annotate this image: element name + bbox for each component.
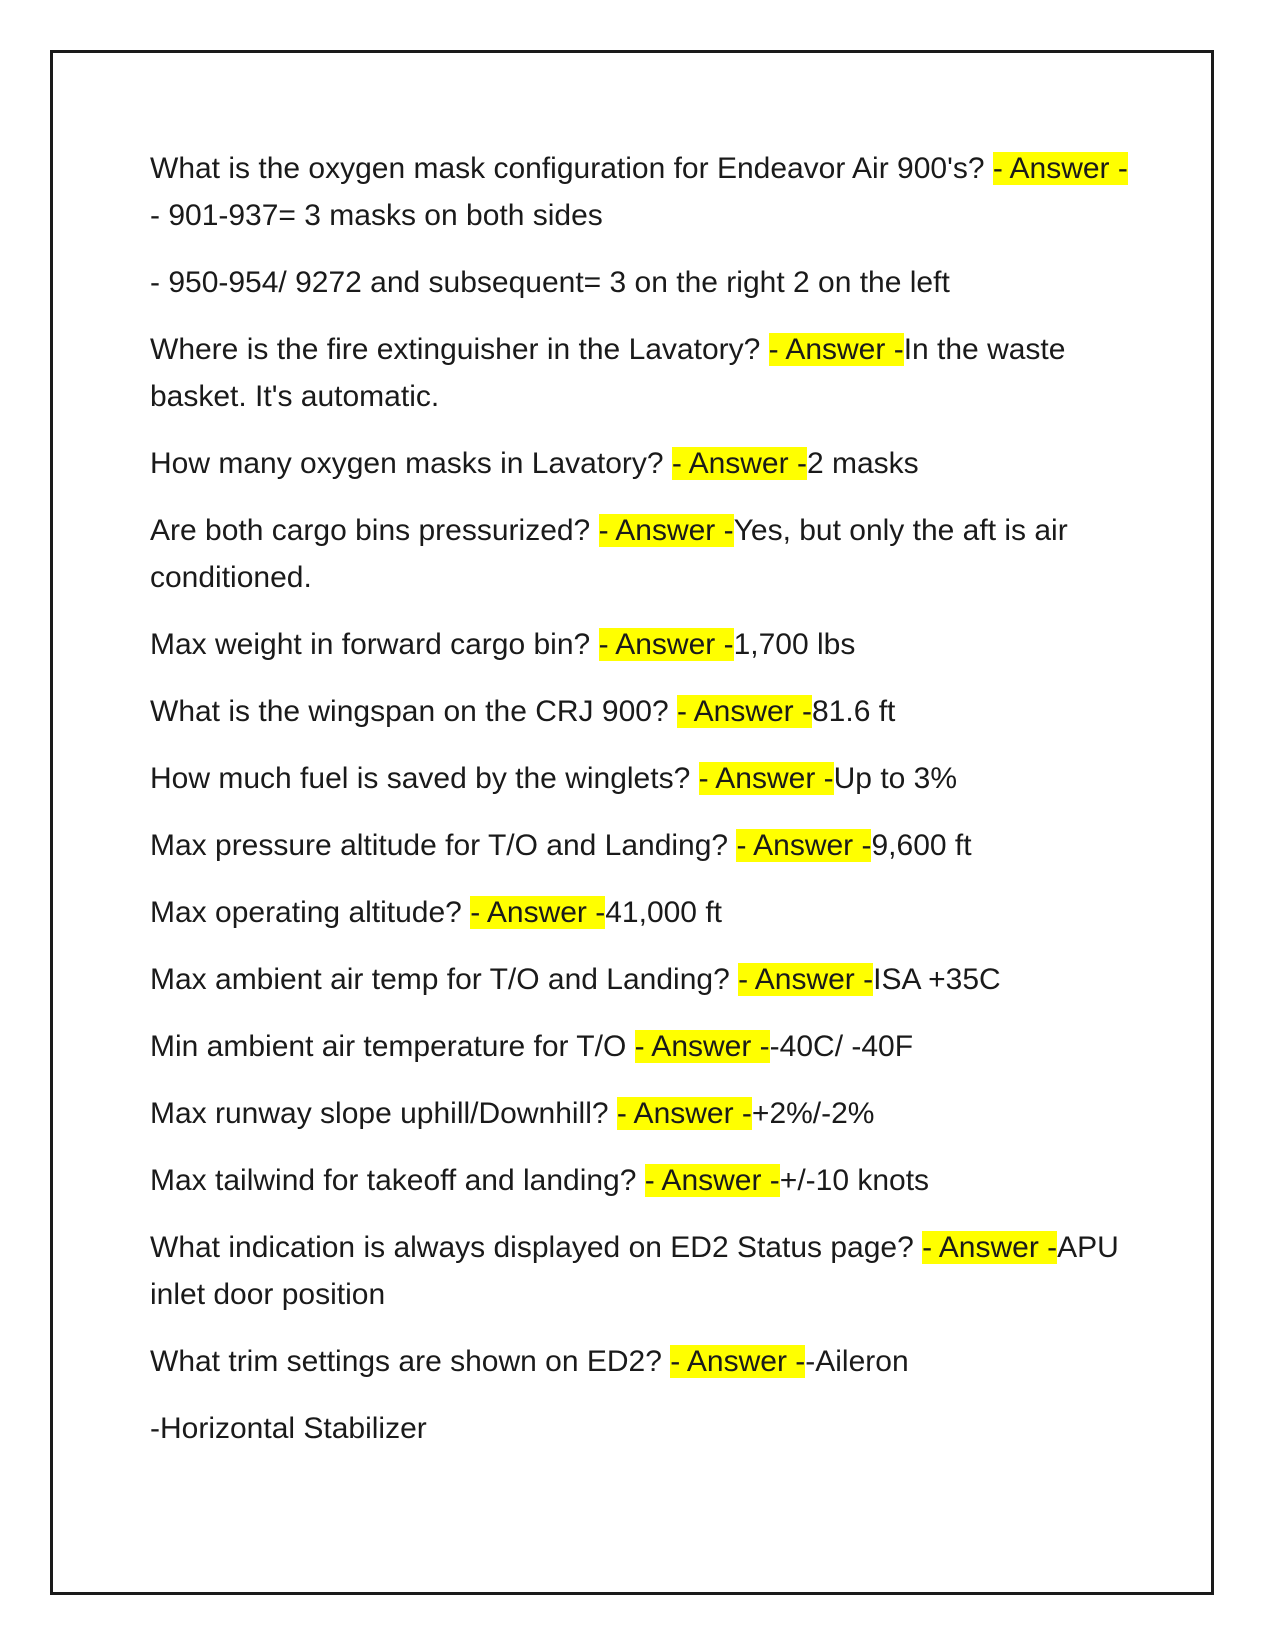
qa-item bbox=[150, 440, 1130, 487]
qa-item bbox=[150, 1157, 1130, 1204]
question: What is the oxygen mask configuration for Endeavor Air 900's? bbox=[150, 152, 993, 185]
question: What is the wingspan on the CRJ 900? bbox=[150, 695, 677, 728]
question: How much fuel is saved by the winglets? bbox=[150, 762, 699, 795]
answer-tag: - Answer - bbox=[634, 1030, 770, 1063]
question: Max ambient air temp for T/O and Landing? bbox=[150, 963, 739, 996]
question: Max runway slope uphill/Downhill? bbox=[150, 1097, 617, 1130]
answer-tag: - Answer - bbox=[670, 1345, 806, 1378]
qa-list bbox=[150, 145, 1130, 1472]
answer: ISA +35C bbox=[873, 963, 1001, 996]
qa-item bbox=[150, 1224, 1130, 1318]
qa-item bbox=[150, 1090, 1130, 1137]
answer-tag: - Answer - bbox=[671, 447, 807, 480]
answer-tag: - Answer - bbox=[768, 333, 904, 366]
question: Max tailwind for takeoff and landing? bbox=[150, 1164, 645, 1197]
answer: Yes, but only the aft is air conditioned. bbox=[150, 514, 1068, 594]
answer: 1,700 lbs bbox=[733, 628, 856, 661]
qa-item bbox=[150, 1023, 1130, 1070]
answer-tag: - Answer - bbox=[676, 695, 812, 728]
answer-tag: - Answer - bbox=[644, 1164, 780, 1197]
answer: 2 masks bbox=[806, 447, 919, 480]
answer-tag: - Answer - bbox=[598, 514, 734, 547]
qa-item bbox=[150, 507, 1130, 601]
answer-tag: - Answer - bbox=[736, 829, 872, 862]
answer: -40C/ -40F bbox=[769, 1030, 914, 1063]
question: Min ambient air temperature for T/O bbox=[150, 1030, 635, 1063]
answer: 9,600 ft bbox=[871, 829, 972, 862]
answer-tag: - Answer - bbox=[922, 1231, 1058, 1264]
answer: -Aileron bbox=[805, 1345, 909, 1378]
answer-tag: - Answer - bbox=[992, 152, 1128, 185]
answer: +2%/-2% bbox=[751, 1097, 875, 1130]
answer: Up to 3% bbox=[833, 762, 958, 795]
question: How many oxygen masks in Lavatory? bbox=[150, 447, 672, 480]
question: Where is the fire extinguisher in the Lavatory? bbox=[150, 333, 769, 366]
answer: APU inlet door position bbox=[150, 1231, 1119, 1311]
answer-tag: - Answer - bbox=[470, 896, 606, 929]
qa-item bbox=[150, 1338, 1130, 1385]
question: Are both cargo bins pressurized? bbox=[150, 514, 599, 547]
qa-continuation: -Horizontal Stabilizer bbox=[150, 1412, 427, 1445]
qa-item bbox=[150, 326, 1130, 420]
answer-tag: - Answer - bbox=[698, 762, 834, 795]
answer: +/-10 knots bbox=[779, 1164, 930, 1197]
qa-item bbox=[150, 889, 1130, 936]
qa-item bbox=[150, 688, 1130, 735]
qa-continuation: - 950-954/ 9272 and subsequent= 3 on the right 2 on the left bbox=[150, 266, 950, 299]
question: Max pressure altitude for T/O and Landing? bbox=[150, 829, 737, 862]
qa-item bbox=[150, 956, 1130, 1003]
answer: In the waste basket. It's automatic. bbox=[150, 333, 1066, 413]
question: What trim settings are shown on ED2? bbox=[150, 1345, 671, 1378]
qa-item bbox=[150, 621, 1130, 668]
answer: - 901-937= 3 masks on both sides bbox=[150, 199, 603, 232]
qa-item bbox=[150, 822, 1130, 869]
answer: 41,000 ft bbox=[605, 896, 722, 929]
qa-item bbox=[150, 755, 1130, 802]
answer-tag: - Answer - bbox=[616, 1097, 752, 1130]
qa-item bbox=[150, 145, 1130, 239]
answer-tag: - Answer - bbox=[738, 963, 874, 996]
question: Max operating altitude? bbox=[150, 896, 471, 929]
answer: 81.6 ft bbox=[812, 695, 896, 728]
question: What indication is always displayed on ED2 Status page? bbox=[150, 1231, 923, 1264]
question: Max weight in forward cargo bin? bbox=[150, 628, 599, 661]
answer-tag: - Answer - bbox=[598, 628, 734, 661]
